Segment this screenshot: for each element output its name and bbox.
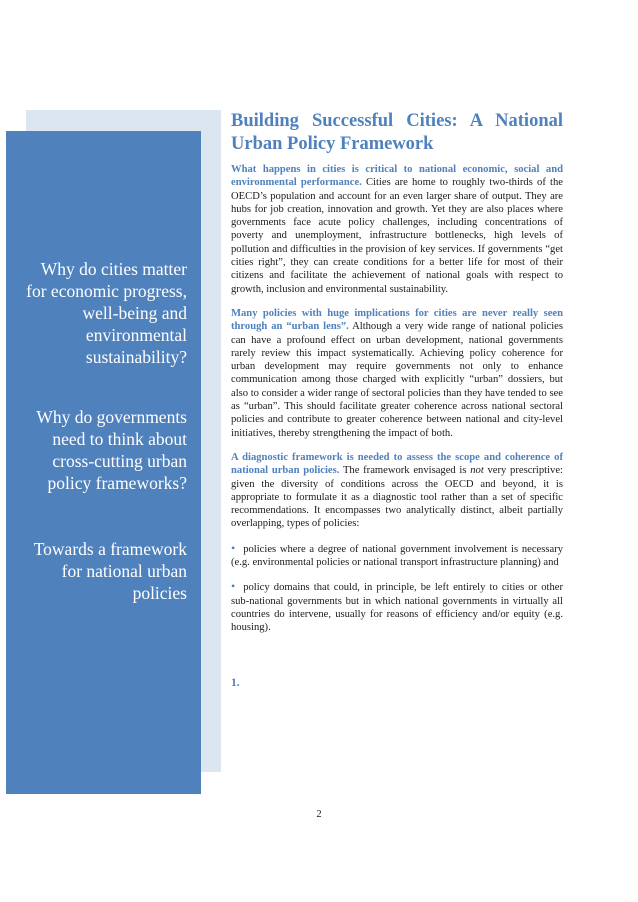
sidebar-question-governments: Why do governments need to think about cross-cutting urban policy frameworks? (36, 407, 187, 493)
main-content (231, 110, 563, 689)
paragraph-1-body: Cities are home to roughly two-thirds of the OECD’s population and account for an even larger share of output. They are hubs for job creation, innovation and growth. Yet they are also places where governments face acute policy challenges, including concentrations of poverty and unemployment, infrastructure bottlenecks, high levels of pollution and difficulties in the provision of key services. If governments “get cities right”, they can create conditions for a better life for most of their citizens and facilitate the achievement of national goals with respect to growth, inclusion and environmental sustainability. (231, 177, 563, 295)
bullet-item (231, 542, 563, 570)
sidebar-panel (6, 131, 201, 794)
bullet-icon: • (231, 579, 236, 594)
paragraph-3-body-b: very prescriptive: given the diversity of conditions across the OECD and beyond, it is appropriate to formulate it as a diagnostic tool rather than a set of specific recommendations. It encompasses two analytically distinct, albeit partially overlapping, types of policies: (231, 465, 563, 530)
bullet-item (231, 580, 563, 634)
paragraph-1-lead: What happens in cities is critical to national economic, social and environmental performance. (231, 164, 563, 189)
bullet-text: policy domains that could, in principle, be left entirely to cities or other sub-national governments but in which national governments in virtually all countries do intervene, usually for reasons of efficiency and/or equity (e.g. housing). (231, 582, 563, 634)
paragraph-2-body: Although a very wide range of national policies can have a profound effect on urban development, national governments rarely review this impact systematically. Achieving policy coherence for urban development may require governments not only to enhance communication among those charged with explicitly “urban” dossiers, but also to consider a wider range of sectoral policies than they have tended to see as “urban”. This should facilitate greater coherence across national sectoral policies and contribute to greater coherence between national and city-level initiatives, thereby strengthening the impact of both. (231, 321, 563, 439)
paragraph-3-body-a: The framework envisaged is (339, 465, 471, 477)
paragraph-2-lead: Many policies with huge implications for cities are never really seen through an “urban lens”. (231, 307, 563, 333)
paragraph-2 (231, 307, 563, 440)
page-title: Building Successful Cities: A National Urban Policy Framework (231, 111, 563, 154)
sidebar-question-framework: Towards a framework for national urban policies (33, 539, 187, 603)
page-number: 2 (316, 809, 322, 820)
bullet-text: policies where a degree of national government involvement is necessary (e.g. environmental policies or national transport infrastructure planning) and (231, 543, 563, 569)
paragraph-3 (231, 451, 563, 531)
paragraph-3-lead: A diagnostic framework is needed to assess the scope and coherence of national urban policies. (231, 451, 563, 477)
sidebar-question-cities-matter: Why do cities matter for economic progress, well-being and environmental sustainability? (26, 259, 187, 367)
paragraph-3-emphasis: not (470, 465, 484, 477)
bullet-icon: • (231, 540, 236, 555)
paragraph-1 (231, 163, 563, 296)
section-number: 1. (231, 676, 240, 689)
